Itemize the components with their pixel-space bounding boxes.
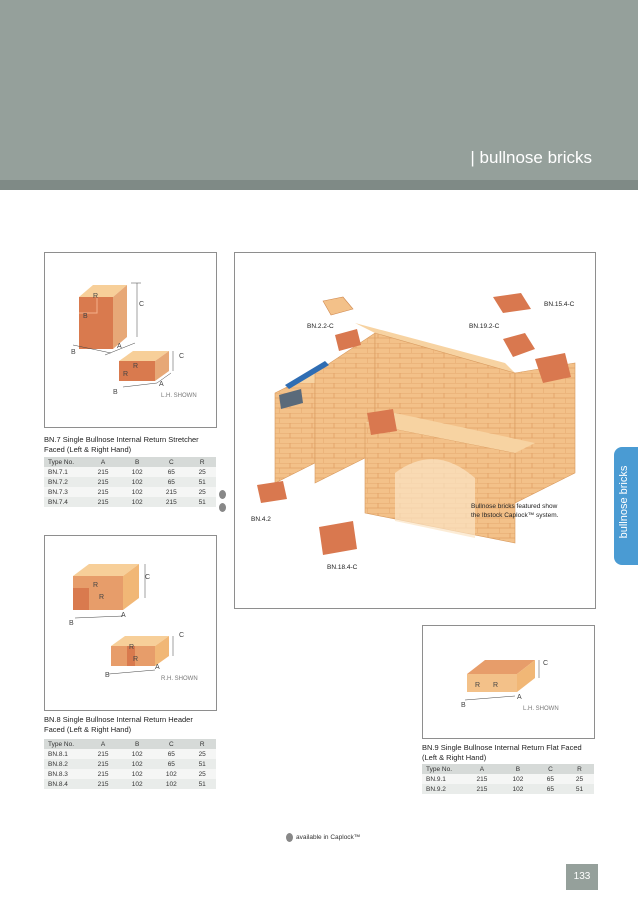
footnote-text: available in Caplock™ [296,834,361,842]
table-cell: 102 [120,779,154,789]
bn7-caption [44,435,199,455]
bn8-diagram-panel [44,535,217,711]
bn9-caption-line2: (Left & Right Hand) [422,753,487,762]
table-row [422,774,594,784]
bn7-dim-c-top: C [139,301,145,308]
col-header: A [86,739,120,749]
table-cell: 51 [188,779,216,789]
header-strip [0,180,638,190]
bn8-dim-a-small: A [155,664,160,671]
table-header-row [44,739,216,749]
brick-wall-illustration [235,253,595,608]
label-bn-2-2-c: BN.2.2-C [307,323,334,330]
bn8-dim-a-top: A [121,612,126,619]
table-cell: 102 [500,774,536,784]
bn7-dim-c-small: C [179,353,185,360]
bn7-caption-line1: BN.7 Single Bullnose Internal Return Stretcher [44,435,199,444]
illustration-note-line1: Bullnose bricks featured show [471,503,558,510]
bn9-dim-r1: R [475,682,481,689]
table-cell: 102 [120,467,154,477]
bn7-spec-table [44,457,216,507]
table-cell: 215 [464,774,500,784]
illustration-note [471,502,558,520]
bn8-dim-b-top: B [69,620,74,627]
col-header: A [464,764,500,774]
table-cell: 51 [188,759,216,769]
table-row [422,784,594,794]
bn8-caption-line2: Faced (Left & Right Hand) [44,725,132,734]
col-header: B [120,457,154,467]
table-cell: 215 [86,497,120,507]
section-tab[interactable] [614,447,638,565]
table-cell: 215 [154,497,188,507]
table-cell: 102 [120,497,154,507]
table-row [44,477,216,487]
col-header: B [500,764,536,774]
table-cell: 51 [188,477,216,487]
bn9-dim-r2: R [493,682,499,689]
bn8-dim-b-small: B [105,672,110,679]
table-cell: BN.7.1 [44,467,86,477]
bn8-dim-r2-small: R [133,656,139,663]
table-cell: 215 [86,467,120,477]
table-cell: 25 [188,749,216,759]
table-row [44,759,216,769]
table-cell: 65 [154,467,188,477]
bn9-caption-line1: BN.9 Single Bullnose Internal Return Flat Faced [422,743,582,752]
table-cell: 51 [565,784,594,794]
bn7-dim-r1-small: R [133,363,139,370]
table-cell: 25 [188,487,216,497]
bn7-dim-a-top: A [117,343,122,350]
table-cell: BN.8.1 [44,749,86,759]
bn9-dim-c: C [543,660,549,667]
label-bn-15-4-c: BN.15.4-C [544,301,575,308]
col-header: Type No. [44,739,86,749]
table-cell: 65 [154,477,188,487]
table-cell: 65 [154,749,188,759]
table-cell: BN.9.2 [422,784,464,794]
bn7-dim-r2-small: R [123,371,129,378]
bn9-diagram [423,626,594,738]
table-cell: 102 [120,759,154,769]
table-header-row [44,457,216,467]
caplock-badge-icon [286,833,293,842]
table-cell: 102 [120,769,154,779]
table-cell: 215 [86,749,120,759]
table-cell: BN.8.4 [44,779,86,789]
bn8-dim-r1-small: R [129,644,135,651]
bn7-diagram [45,253,216,427]
bn9-dim-a: A [517,694,522,701]
table-cell: BN.7.4 [44,497,86,507]
table-cell: 215 [154,487,188,497]
table-cell: 215 [86,487,120,497]
illustration-note-line2: the Ibstock Caplock™ system. [471,512,559,519]
section-tab-label: bullnose bricks [618,465,630,539]
bn9-spec-table [422,764,594,794]
label-bn-4-2: BN.4.2 [251,516,271,523]
col-header: C [154,457,188,467]
bn7-dim-r-top: R [93,293,99,300]
table-cell: 102 [120,477,154,487]
table-row [44,779,216,789]
bn9-shown-label: L.H. SHOWN [523,706,559,712]
table-cell: BN.7.3 [44,487,86,497]
table-cell: 215 [86,759,120,769]
bn8-caption [44,715,193,735]
col-header: Type No. [422,764,464,774]
col-header: R [188,739,216,749]
col-header: C [536,764,565,774]
table-cell: 65 [154,759,188,769]
caplock-badge-icon [219,490,226,499]
table-cell: 102 [154,779,188,789]
bn7-dim-b-top: B [83,313,88,320]
bn9-caption [422,743,582,763]
table-cell: 215 [86,779,120,789]
label-bn-19-2-c: BN.19.2-C [469,323,500,330]
bn7-caption-line2: Faced (Left & Right Hand) [44,445,132,454]
caplock-illustration-panel [234,252,596,609]
label-bn-18-4-c: BN.18.4-C [327,564,358,571]
table-cell: 215 [86,769,120,779]
table-cell: 65 [536,774,565,784]
table-cell: 65 [536,784,565,794]
table-cell: 102 [120,749,154,759]
table-cell: 215 [86,477,120,487]
page-number: 133 [566,864,598,890]
table-cell: 51 [188,497,216,507]
col-header: R [565,764,594,774]
bn9-dim-b: B [461,702,466,709]
bn7-shown-label: L.H. SHOWN [161,393,197,399]
table-cell: BN.8.2 [44,759,86,769]
table-row [44,487,216,497]
table-cell: 215 [464,784,500,794]
bn8-dim-c-top: C [145,574,151,581]
bn7-dim-b-left: B [71,349,76,356]
bn8-dim-r2-top: R [99,594,105,601]
bn7-dim-a-small: A [159,381,164,388]
bn9-diagram-panel [422,625,595,739]
col-header: B [120,739,154,749]
table-header-row [422,764,594,774]
bn8-spec-table [44,739,216,789]
bn7-dim-b-small: B [113,389,118,396]
table-cell: 25 [188,769,216,779]
page-title: | bullnose bricks [470,148,592,167]
table-cell: 102 [154,769,188,779]
bn8-shown-label: R.H. SHOWN [161,676,198,682]
table-cell: BN.7.2 [44,477,86,487]
bn7-diagram-panel [44,252,217,428]
table-cell: BN.8.3 [44,769,86,779]
table-cell: 102 [120,487,154,497]
bn8-dim-c-small: C [179,632,185,639]
table-row [44,467,216,477]
table-cell: 102 [500,784,536,794]
col-header: Type No. [44,457,86,467]
table-cell: 25 [565,774,594,784]
bn8-dim-r1-top: R [93,582,99,589]
table-cell: BN.9.1 [422,774,464,784]
table-row [44,749,216,759]
col-header: A [86,457,120,467]
caplock-badge-icon [219,503,226,512]
table-row [44,769,216,779]
col-header: R [188,457,216,467]
table-row [44,497,216,507]
bn8-caption-line1: BN.8 Single Bullnose Internal Return Header [44,715,193,724]
table-cell: 25 [188,467,216,477]
caplock-footnote [286,833,360,842]
col-header: C [154,739,188,749]
